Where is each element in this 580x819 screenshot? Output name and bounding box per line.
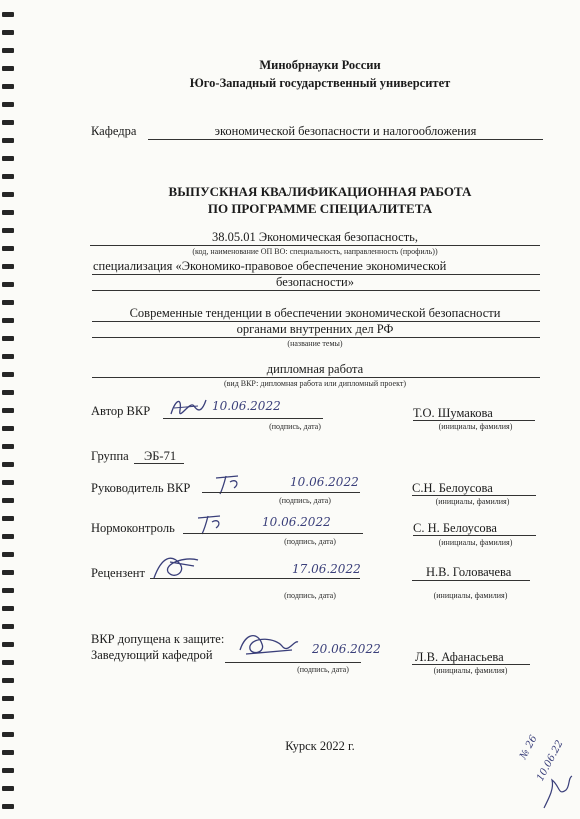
work-type-caption: (вид ВКР: дипломная работа или дипломный проект) — [223, 379, 407, 388]
normcontrol-name: С. Н. Белоусова — [413, 521, 497, 535]
normcontrol-label: Нормоконтроль — [91, 521, 175, 535]
specialty-code: 38.05.01 Экономическая безопасность, — [212, 230, 418, 244]
specialization-line2: безопасности» — [276, 275, 354, 289]
head-signature-date: 20.06.2022 — [312, 642, 381, 656]
reviewer-name-caption: (инициалы, фамилия) — [433, 591, 508, 600]
spiral-binding — [0, 0, 16, 819]
author-name: Т.О. Шумакова — [413, 406, 493, 420]
author-name-caption: (инициалы, фамилия) — [438, 422, 513, 431]
group-label: Группа — [91, 449, 129, 463]
supervisor-label: Руководитель ВКР — [91, 481, 191, 495]
head-name-caption: (инициалы, фамилия) — [433, 666, 508, 675]
author-name-underline — [413, 420, 535, 421]
topic-line2: органами внутренних дел РФ — [236, 322, 394, 336]
group-value: ЭБ-71 — [144, 449, 177, 463]
specialty-underline — [90, 245, 540, 246]
normcontrol-name-caption: (инициалы, фамилия) — [438, 538, 513, 547]
registration-number: № 26 — [518, 733, 540, 762]
reviewer-name: Н.В. Головачева — [426, 565, 512, 579]
head-sign-underline — [225, 662, 361, 663]
topic-line1: Современные тенденции в обеспечении экономической безопасности — [129, 306, 501, 320]
author-signature-scribble — [168, 394, 208, 420]
work-title-line1: ВЫПУСКНАЯ КВАЛИФИКАЦИОННАЯ РАБОТА — [168, 184, 472, 199]
specialization-line1: специализация «Экономико-правовое обеспечение экономической — [93, 259, 447, 273]
head-of-department-label: Заведующий кафедрой — [91, 648, 213, 662]
normcontrol-signature-date: 10.06.2022 — [262, 515, 331, 529]
normcontrol-sign-underline — [183, 533, 363, 534]
topic-underline2 — [92, 337, 540, 338]
registration-date: 10.06.22 — [535, 738, 566, 784]
work-type-underline — [92, 377, 540, 378]
group-underline — [134, 463, 184, 464]
registration-initials-scribble — [540, 772, 574, 812]
supervisor-sign-underline — [202, 492, 360, 493]
supervisor-name-underline — [412, 495, 536, 496]
head-sign-caption: (подпись, дата) — [297, 665, 349, 674]
author-sign-underline — [163, 418, 323, 419]
ministry-name: Минобрнауки России — [259, 58, 381, 72]
normcontrol-sign-caption: (подпись, дата) — [284, 537, 336, 546]
supervisor-name: С.Н. Белоусова — [412, 481, 493, 495]
admission-label: ВКР допущена к защите: — [91, 632, 225, 646]
reviewer-sign-underline — [150, 578, 360, 579]
department-underline — [148, 139, 543, 140]
specialization-underline2 — [92, 290, 540, 291]
department-label: Кафедра — [91, 124, 137, 138]
head-signature-scribble — [236, 628, 302, 662]
normcontrol-name-underline — [413, 535, 536, 536]
work-type-value: дипломная работа — [266, 362, 364, 376]
city-year: Курск 2022 г. — [285, 739, 355, 753]
author-signature-date: 10.06.2022 — [212, 399, 281, 413]
reviewer-signature-scribble — [150, 550, 202, 586]
specialty-caption: (код, наименование ОП ВО: специальность, направленность (профиль)) — [192, 247, 438, 256]
author-sign-caption: (подпись, дата) — [269, 422, 321, 431]
supervisor-sign-caption: (подпись, дата) — [279, 496, 331, 505]
supervisor-name-caption: (инициалы, фамилия) — [435, 497, 510, 506]
reviewer-label: Рецензент — [91, 566, 145, 580]
author-label: Автор ВКР — [91, 404, 151, 418]
normcontrol-signature-scribble — [194, 508, 228, 536]
department-value: экономической безопасности и налогообложения — [214, 124, 477, 138]
head-name: Л.В. Афанасьева — [415, 650, 504, 664]
work-title-line2: ПО ПРОГРАММЕ СПЕЦИАЛИТЕТА — [207, 201, 433, 216]
reviewer-signature-date: 17.06.2022 — [292, 562, 361, 576]
topic-caption: (название темы) — [287, 339, 343, 348]
reviewer-name-underline — [412, 580, 530, 581]
supervisor-signature-date: 10.06.2022 — [290, 475, 359, 489]
head-name-underline — [412, 664, 530, 665]
reviewer-sign-caption: (подпись, дата) — [284, 591, 336, 600]
university-name: Юго-Западный государственный университет — [189, 76, 451, 90]
